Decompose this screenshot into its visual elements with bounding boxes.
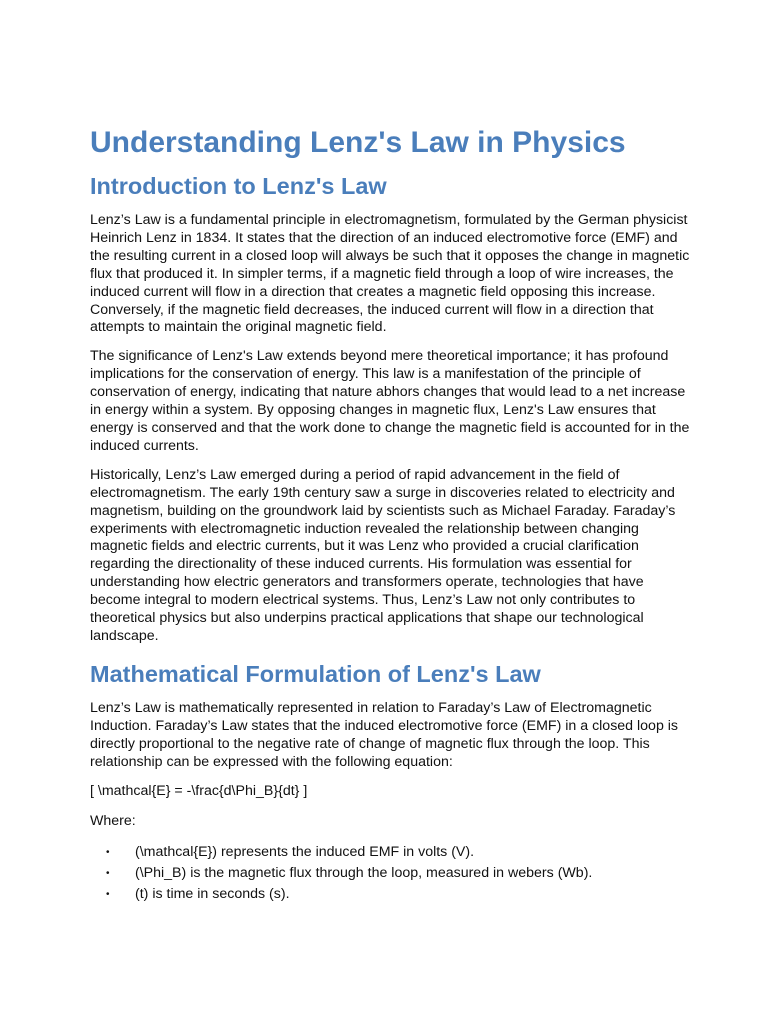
equation-text: [ \mathcal{E} = -\frac{d\Phi_B}{dt} ] bbox=[90, 783, 308, 800]
variable-definition-list bbox=[90, 842, 690, 905]
list-item bbox=[90, 863, 690, 884]
math-paragraph-1: Lenz’s Law is mathematically represented in relation to Faraday’s Law of Electromagnetic Induction. Faraday’s Law states that the induced electromotive force (EMF) in a closed loop is directly proportional to the negative rate of change of magnetic flux through the loop. This relationship can be expressed with the following equation: bbox=[90, 699, 679, 770]
intro-paragraph-3: Historically, Lenz’s Law emerged during a period of rapid advancement in the field of electromagnetism. The early 19th century saw a surge in discoveries related to electricity and magnetism, building on the groundwork laid by scientists such as Michael Faraday. Faraday’s experiments with electromagnetic induction revealed the relationship between changing magnetic fields and electric currents, but it was Lenz who provided a crucial clarification regarding the directionality of these induced currents. His formulation was essential for understanding how electric generators and transformers operate, technologies that have become integral to modern electrical systems. Thus, Lenz’s Law not only contributes to theoretical physics but also underpins practical applications that shape our technological landscape. bbox=[90, 466, 676, 644]
document-page bbox=[90, 124, 690, 905]
document-title: Understanding Lenz's Law in Physics bbox=[90, 126, 626, 159]
intro-paragraph-1: Lenz’s Law is a fundamental principle in electromagnetism, formulated by the German physicist Heinrich Lenz in 1834. It states that the direction of an induced electromotive force (EMF) and the resulting current in a closed loop will always be such that it opposes the change in magnetic flux that produced it. In simpler terms, if a magnetic field through a loop of wire increases, the induced current will flow in a direction that creates a magnetic field opposing this increase. Conversely, if the magnetic field decreases, the induced current will flow in a direction that attempts to maintain the original magnetic field. bbox=[90, 212, 690, 336]
bullet-icon: • bbox=[106, 847, 110, 859]
section-heading-mathematical-formulation: Mathematical Formulation of Lenz's Law bbox=[90, 660, 541, 687]
list-item-text: (\Phi_B) is the magnetic flux through the loop, measured in webers (Wb). bbox=[135, 865, 593, 882]
list-item-text: (\mathcal{E}) represents the induced EMF in volts (V). bbox=[135, 844, 475, 861]
list-item bbox=[90, 884, 690, 905]
bullet-icon: • bbox=[106, 889, 110, 901]
list-item bbox=[90, 842, 690, 863]
bullet-icon: • bbox=[106, 868, 110, 880]
intro-paragraph-2: The significance of Lenz's Law extends beyond mere theoretical importance; it has profound implications for the conservation of energy. This law is a manifestation of the principle of conservation of energy, indicating that nature abhors changes that would lead to a net increase in energy within a system. By opposing changes in magnetic flux, Lenz's Law ensures that energy is conserved and that the work done to change the magnetic field is accounted for in the induced currents. bbox=[90, 348, 690, 454]
list-item-text: (t) is time in seconds (s). bbox=[135, 886, 290, 903]
where-label: Where: bbox=[90, 813, 136, 830]
section-heading-introduction: Introduction to Lenz's Law bbox=[90, 173, 387, 199]
